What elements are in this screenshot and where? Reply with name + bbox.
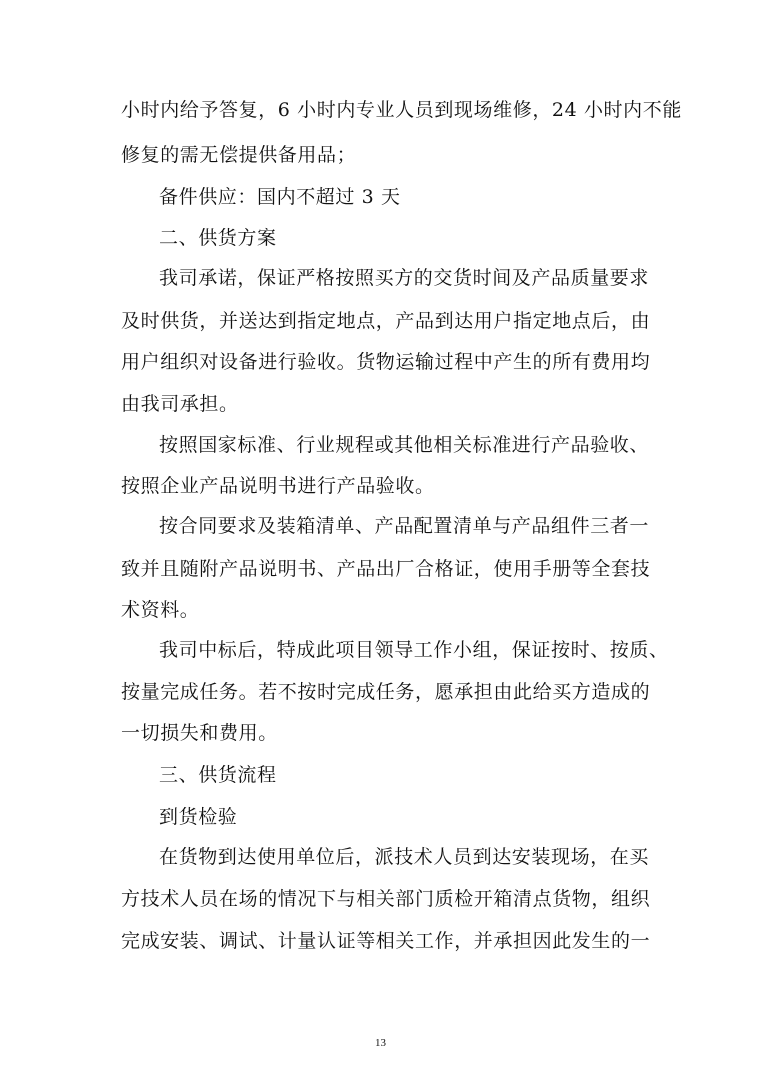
text-line: 我司承诺，保证严格按照买方的交货时间及产品质量要求 [159,267,650,289]
text-line: 及时供货，并送达到指定地点，产品到达用户指定地点后，由 [121,310,651,332]
section-heading: 三、供货流程 [159,764,277,786]
text-line: 致并且随附产品说明书、产品出厂合格证，使用手册等全套技 [121,558,651,580]
text-line: 按照国家标准、行业规程或其他相关标准进行产品验收、 [159,434,650,456]
text-line: 在货物到达使用单位后，派技术人员到达安装现场，在买 [159,846,650,868]
text-line: 我司中标后，特成此项目领导工作小组，保证按时、按质、 [159,639,669,661]
page-number: 13 [375,1037,386,1049]
text-line: 用户组织对设备进行验收。货物运输过程中产生的所有费用均 [121,351,651,373]
text-line: 完成安装、调试、计量认证等相关工作，并承担因此发生的一 [121,930,651,952]
section-heading: 二、供货方案 [159,227,277,249]
text-line: 一切损失和费用。 [121,722,278,744]
text-line: 按合同要求及装箱清单、产品配置清单与产品组件三者一 [159,515,650,537]
text-line: 按照企业产品说明书进行产品验收。 [121,475,435,497]
text-line: 术资料。 [121,599,200,621]
text-line: 方技术人员在场的情况下与相关部门质检开箱清点货物，组织 [121,888,651,910]
subsection-heading: 到货检验 [159,806,238,828]
text-line: 小时内给予答复，6 小时内专业人员到现场维修，24 小时内不能 [121,99,682,121]
text-line: 由我司承担。 [121,393,239,415]
text-line: 修复的需无偿提供备用品； [121,144,357,166]
text-line: 按量完成任务。若不按时完成任务，愿承担由此给买方造成的 [121,681,651,703]
text-line: 备件供应：国内不超过 3 天 [159,186,401,208]
